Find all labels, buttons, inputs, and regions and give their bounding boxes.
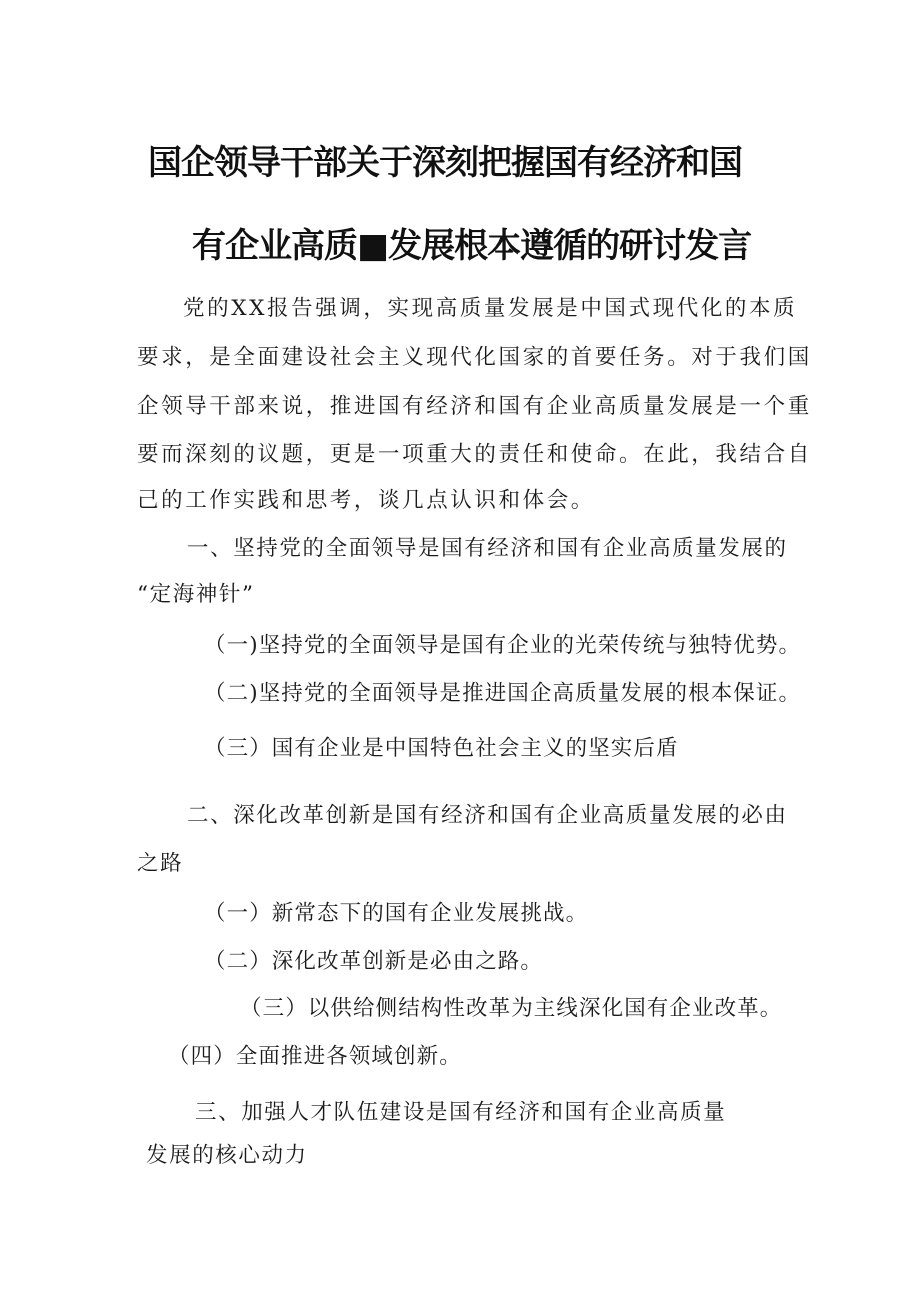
document-title-line-2: 有企业高质■发展根本遵循的研讨发言 <box>192 226 752 266</box>
intro-line: 要求，是全面建设社会主义现代化国家的首要任务。对于我们国 <box>137 345 812 370</box>
intro-line: 党的XX报告强调，实现高质量发展是中国式现代化的本质 <box>183 296 798 321</box>
section-1-item: （三）国有企业是中国特色社会主义的坚实后盾 <box>204 736 679 761</box>
section-2-heading-line-1: 二、深化改革创新是国有经济和国有企业高质量发展的必由 <box>187 803 788 828</box>
section-1-item: （一)坚持党的全面领导是国有企业的光荣传统与独特优势。 <box>204 633 802 658</box>
intro-line: 要而深刻的议题，更是一项重大的责任和使命。在此，我结合自 <box>137 442 812 467</box>
document-title-line-1: 国企领导干部关于深刻把握国有经济和国 <box>148 143 742 183</box>
section-2-item: （一）新常态下的国有企业发展挑战。 <box>204 901 589 926</box>
intro-line: 己的工作实践和思考，谈几点认识和体会。 <box>137 488 595 513</box>
section-2-item: （四）全面推进各领域创新。 <box>168 1044 462 1069</box>
section-1-heading-line-1: 一、坚持党的全面领导是国有经济和国有企业高质量发展的 <box>187 536 788 561</box>
section-1-heading-line-2: “定海神针” <box>137 582 255 607</box>
section-1-item: （二)坚持党的全面领导是推进国企高质量发展的根本保证。 <box>204 681 802 706</box>
section-2-item: （二）深化改革创新是必由之路。 <box>204 949 544 974</box>
intro-line: 企领导干部来说，推进国有经济和国有企业高质量发展是一个重 <box>137 394 812 419</box>
section-3-heading-line-1: 三、加强人才队伍建设是国有经济和国有企业高质量 <box>195 1100 727 1125</box>
section-2-heading-line-2: 之路 <box>137 851 184 876</box>
section-3-heading-line-2: 发展的核心动力 <box>146 1143 308 1168</box>
section-2-item: （三）以供给侧结构性改革为主线深化国有企业改革。 <box>240 996 783 1021</box>
